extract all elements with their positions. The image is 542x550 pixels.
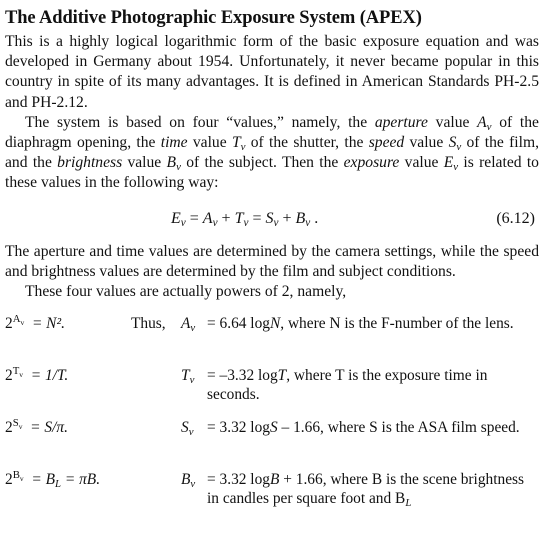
exposure-equation: [5, 202, 539, 238]
aperture-lead: Thus,: [131, 315, 166, 333]
time-formula: = –3.32 logT, where T is the exposure time in seconds.: [207, 367, 488, 404]
equation-body: $E_v = A_v + T_v = S_v + B_v$ .: [171, 209, 319, 229]
aperture-formula: = 6.64 logN, where N is the F-number of the lens.: [207, 315, 514, 333]
system-paragraph: The system is based on four “values,” namely, the aperture value $A_v$ of the diaphragm opening, the time value $T_v$ of the shutter, the speed value $S_v$ of the film, and the brightness value $B_v$ of the subject. Then the exposure value $E_v$ is related to these values in the following way:: [5, 113, 539, 192]
equation-number: (6.12): [496, 209, 535, 227]
time-symbol: $T_v$: [181, 367, 195, 387]
aperture-symbol: $A_v$: [181, 315, 196, 335]
brightness-formula: = 3.32 logB + 1.66, where B is the scene brightness in candles per square foot and $B_L$: [207, 471, 525, 510]
intro-paragraph: This is a highly logical logarithmic form of the basic exposure equation and was developed in Germany about 1954. Unfortunately, it never became popular in this country in spite of its many advantages. It is defined in American Standards PH-2.5 and PH-2.12.: [5, 33, 539, 111]
brightness-symbol: $B_v$: [181, 471, 196, 491]
aperture-power: $2^{A_v} = N^2$.: [5, 313, 65, 333]
speed-symbol: $S_v$: [181, 419, 194, 439]
document-page: [5, 0, 539, 526]
definitions-list: [5, 314, 539, 526]
speed-power: $2^{S_v} = S/\pi$.: [5, 417, 68, 437]
time-power: $2^{T_v} = 1/T$.: [5, 365, 69, 385]
section-heading: The Additive Photographic Exposure System (APEX): [5, 8, 422, 28]
settings-paragraph: The aperture and time values are determined by the camera settings, while the speed and brightness values are determined by the film and subject conditions.: [5, 242, 539, 280]
powers-paragraph: These four values are actually powers of 2, namely,: [25, 283, 347, 301]
speed-formula: = 3.32 logS – 1.66, where S is the ASA film speed.: [207, 419, 520, 437]
brightness-power: $2^{B_v} = B_L = \pi B$.: [5, 469, 101, 491]
